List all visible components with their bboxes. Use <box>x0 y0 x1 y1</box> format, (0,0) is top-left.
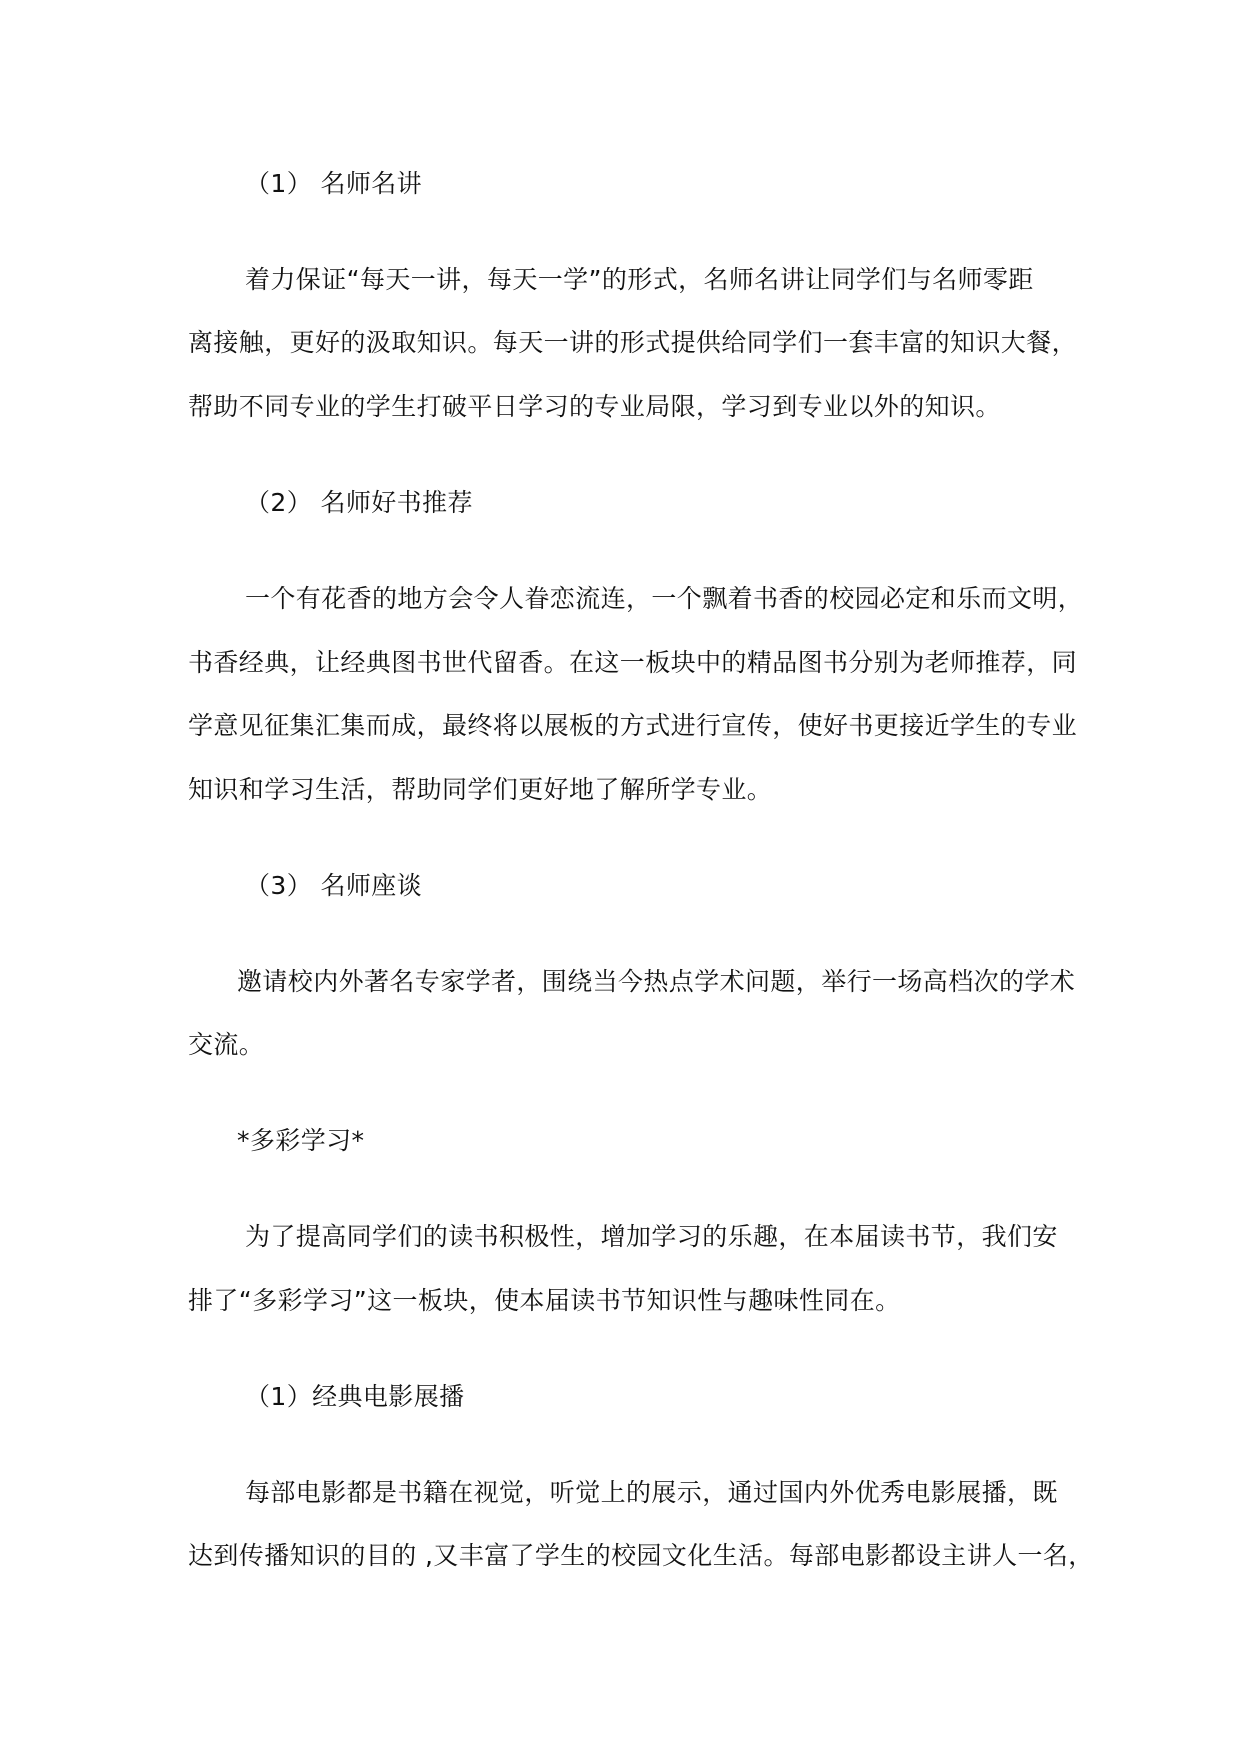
paragraph-line: 离接触，更好的汲取知识。每天一讲的形式提供给同学们一套丰富的知识大餐， <box>188 328 1078 357</box>
paragraph-line: 达到传播知识的目的 ,又丰富了学生的校园文化生活。每部电影都设主讲人一名， <box>188 1541 1094 1570</box>
paragraph-line: 学意见征集汇集而成，最终将以展板的方式进行宣传，使好书更接近学生的专业 <box>188 711 1078 740</box>
paragraph-line: 知识和学习生活，帮助同学们更好地了解所学专业。 <box>188 775 773 804</box>
section-heading-book-recommendation: （2） 名师好书推荐 <box>245 488 473 517</box>
paragraph-line: 排了“多彩学习”这一板块，使本届读书节知识性与趣味性同在。 <box>188 1286 901 1315</box>
paragraph-line: 交流。 <box>188 1030 265 1059</box>
paragraph-line: 书香经典，让经典图书世代留香。在这一板块中的精品图书分别为老师推荐，同 <box>188 648 1078 677</box>
section-heading-classic-films: （1）经典电影展播 <box>245 1382 465 1411</box>
section-heading-seminar: （3） 名师座谈 <box>245 871 423 900</box>
paragraph-line: 着力保证“每天一讲，每天一学”的形式，名师名讲让同学们与名师零距 <box>245 265 1034 294</box>
paragraph-line: 为了提高同学们的读书积极性，增加学习的乐趣，在本届读书节，我们安 <box>245 1222 1058 1251</box>
paragraph-line: 一个有花香的地方会令人眷恋流连，一个飘着书香的校园必定和乐而文明， <box>245 584 1084 613</box>
paragraph-line: 每部电影都是书籍在视觉，听觉上的展示，通过国内外优秀电影展播，既 <box>245 1478 1058 1507</box>
paragraph-line: 帮助不同专业的学生打破平日学习的专业局限，学习到专业以外的知识。 <box>188 392 1001 421</box>
section-heading-famous-teacher-lecture: （1） 名师名讲 <box>245 169 423 198</box>
section-heading-colorful-learning: *多彩学习* <box>237 1126 365 1155</box>
paragraph-line: 邀请校内外著名专家学者，围绕当今热点学术问题，举行一场高档次的学术 <box>237 967 1076 996</box>
